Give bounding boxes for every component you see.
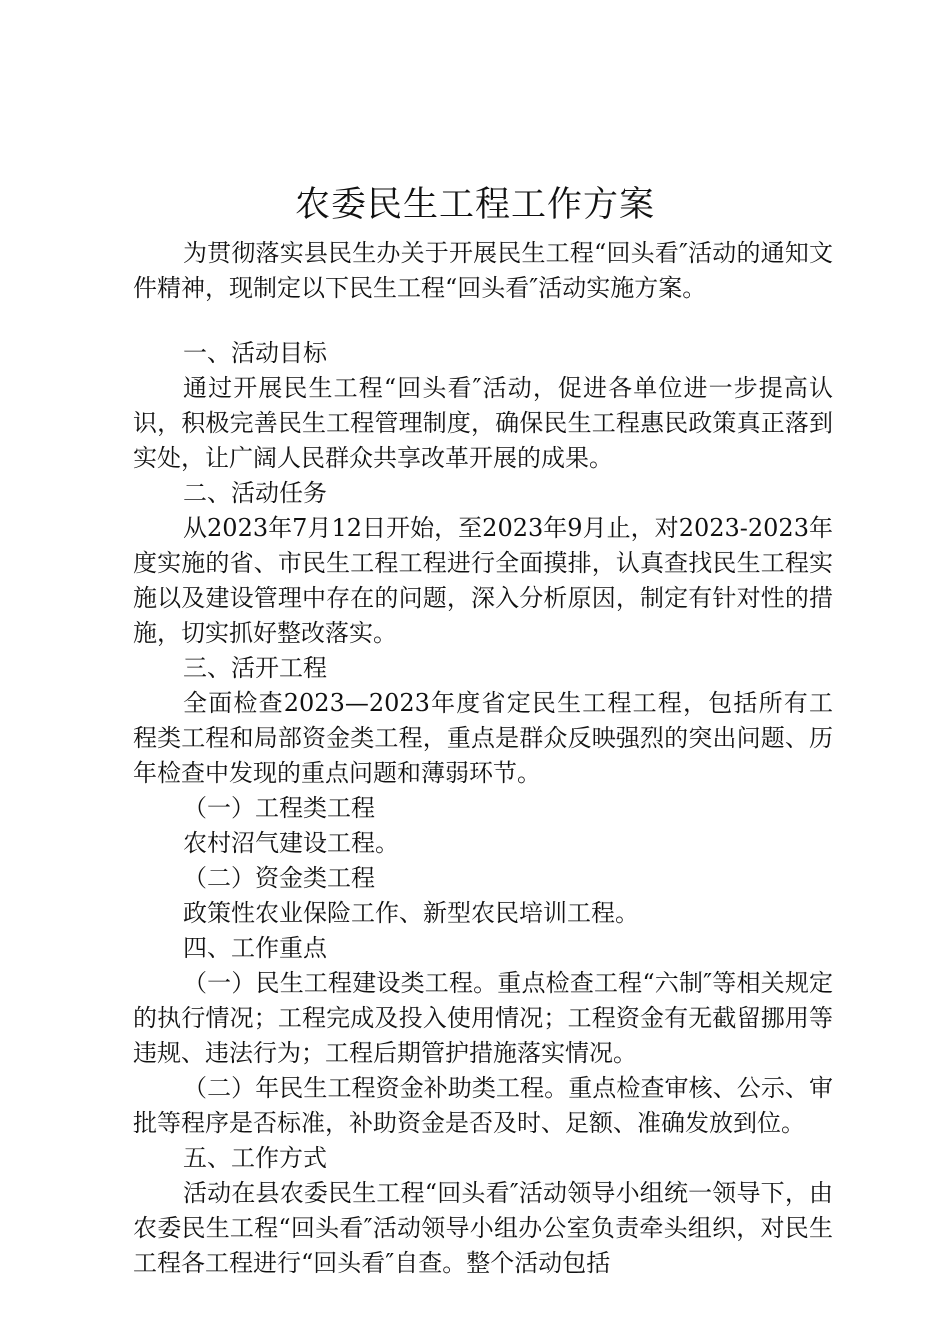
section-heading-projects: 三、活开工程: [183, 654, 327, 682]
focus-construction-paragraph: （一）民生工程建设类工程。重点检查工程“六制″等相关规定的执行情况；工程完成及投入使用情况；工程资金有无截留挪用等违规、违法行为；工程后期管护措施落实情况。: [133, 969, 833, 1067]
paragraph-spacer: [133, 306, 833, 336]
focus-subsidy-paragraph: （二）年民生工程资金补助类工程。重点检查审核、公示、审批等程序是否标准，补助资金是否及时、足额、准确发放到位。: [133, 1074, 833, 1137]
goals-paragraph: 通过开展民生工程“回头看″活动，促进各单位进一步提高认识，积极完善民生工程管理制度，确保民生工程惠民政策真正落到实处，让广阔人民群众共享改革开展的成果。: [133, 374, 833, 472]
section-heading-tasks: 二、活动任务: [183, 479, 327, 507]
document-title: 农委民生工程工作方案: [294, 185, 655, 225]
document-body: [133, 236, 833, 1281]
section-heading-methods: 五、工作方式: [183, 1144, 327, 1172]
methods-paragraph: 活动在县农委民生工程“回头看″活动领导小组统一领导下，由农委民生工程“回头看″活动领导小组办公室负责牵头组织，对民生工程各工程进行“回头看″自查。整个活动包括: [133, 1179, 833, 1277]
subheading-engineering-projects: （一）工程类工程: [183, 794, 375, 822]
projects-paragraph: 全面检查2023—2023年度省定民生工程工程，包括所有工程类工程和局部资金类工程，重点是群众反映强烈的突出问题、历年检查中发现的重点问题和薄弱环节。: [133, 689, 833, 787]
tasks-paragraph: 从2023年7月12日开始，至2023年9月止，对2023-2023年度实施的省、市民生工程工程进行全面摸排，认真查找民生工程实施以及建设管理中存在的问题，深入分析原因，制定有针对性的措施，切实抓好整改落实。: [133, 514, 833, 647]
engineering-projects-paragraph: 农村沼气建设工程。: [183, 829, 399, 857]
section-heading-focus: 四、工作重点: [183, 934, 327, 962]
funding-projects-paragraph: 政策性农业保险工作、新型农民培训工程。: [183, 899, 639, 927]
intro-paragraph: 为贯彻落实县民生办关于开展民生工程“回头看″活动的通知文件精神，现制定以下民生工程“回头看″活动实施方案。: [133, 239, 833, 302]
section-heading-goals: 一、活动目标: [183, 339, 327, 367]
subheading-funding-projects: （二）资金类工程: [183, 864, 375, 892]
